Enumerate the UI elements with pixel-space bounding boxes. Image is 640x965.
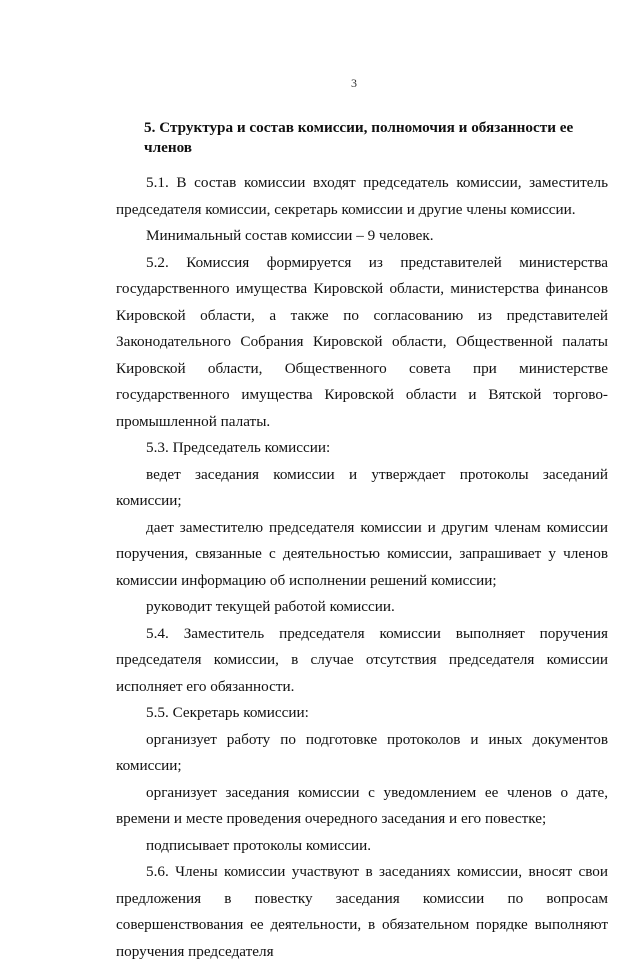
paragraph-5-3: 5.3. Председатель комиссии: (146, 439, 331, 456)
paragraph-min-composition: Минимальный состав комиссии – 9 человек. (146, 227, 434, 244)
paragraph-secretary-duty-1: организует работу по подготовке протоколов и иных документов комиссии; (116, 730, 608, 774)
paragraph-5-5: 5.5. Секретарь комиссии: (146, 704, 309, 721)
page-number: 3 (351, 76, 357, 90)
paragraph-secretary-duty-2: организует заседания комиссии с уведомлением ее членов о дате, времени и месте проведения очередного заседания и его повестке; (116, 783, 608, 827)
paragraph-5-1: 5.1. В состав комиссии входят председатель комиссии, заместитель председателя комиссии, секретарь комиссии и другие члены комиссии. (116, 174, 608, 218)
paragraph-chair-duty-1: ведет заседания комиссии и утверждает протоколы заседаний комиссии; (116, 465, 608, 509)
paragraph-5-4: 5.4. Заместитель председателя комиссии выполняет поручения председателя комиссии, в случае отсутствия председателя комиссии исполняет его обязанности. (116, 624, 608, 695)
paragraph-chair-duty-2: дает заместителю председателя комиссии и другим членам комиссии поручения, связанные с деятельностью комиссии, запрашивает у членов комиссии информацию об исполнении решений комиссии; (116, 518, 608, 589)
paragraph-secretary-duty-3: подписывает протоколы комиссии. (146, 836, 372, 854)
document-body (116, 170, 608, 965)
section-heading: 5. Структура и состав комиссии, полномочия и обязанности ее членов (144, 119, 574, 156)
paragraph-5-6: 5.6. Члены комиссии участвуют в заседаниях комиссии, вносят свои предложения в повестку заседания комиссии по вопросам совершенствования ее деятельности, в обязательном порядке выполняют поручения председателя (116, 863, 608, 960)
paragraph-5-2: 5.2. Комиссия формируется из представителей министерства государственного имущества Кировской области, министерства финансов Кировской области, а также по согласованию из представителей Законодательного Собрания Кировской области, Общественной палаты Кировской области, Общественного совета при министерстве государственного имущества Кировской области и Вятской торгово-промышленной палаты. (116, 253, 608, 430)
paragraph-chair-duty-3: руководит текущей работой комиссии. (146, 598, 395, 615)
